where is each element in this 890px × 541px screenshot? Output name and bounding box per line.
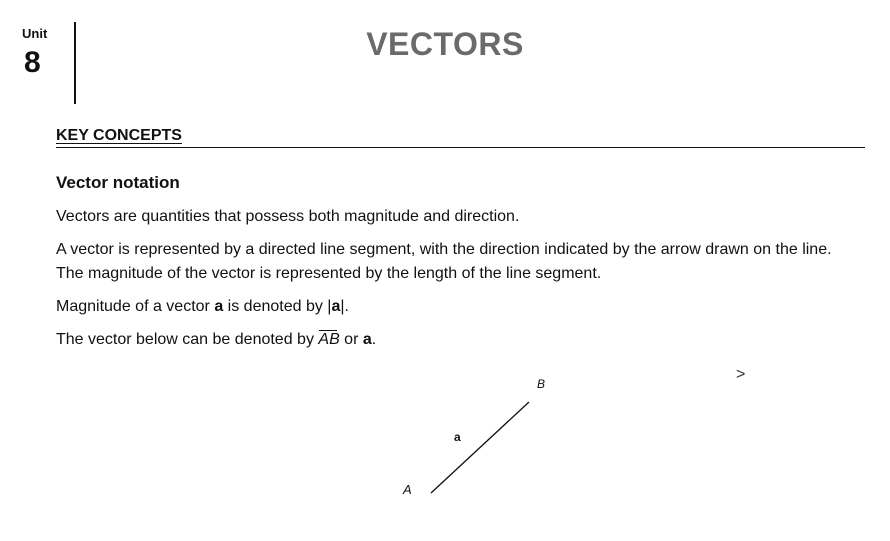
page-title: VECTORS: [366, 26, 524, 62]
p3-text-pre: Magnitude of a vector: [56, 298, 215, 315]
p3-text-post: |.: [340, 298, 349, 315]
point-b-label: B: [537, 377, 546, 391]
paragraph-representation: A vector is represented by a directed line segment, with the direction indicated by the arrow drawn on the line. The magnitude of the vector is represented by the length of the line segment.: [56, 241, 832, 282]
p4-text-pre: The vector below can be denoted by: [56, 331, 319, 348]
vector-a-label: a: [454, 430, 461, 444]
vector-line-segment: [431, 402, 529, 493]
p4-text-mid: or: [339, 331, 363, 348]
chevron-right-icon: >: [736, 366, 746, 383]
subheading-vector-notation: Vector notation: [56, 173, 180, 192]
p3-vector-a: a: [214, 298, 224, 315]
unit-label: Unit: [22, 26, 48, 41]
unit-number: 8: [24, 46, 41, 79]
vector-ab-notation: AB: [318, 328, 339, 352]
p4-text-post: .: [371, 331, 377, 348]
section-heading-text: KEY CONCEPTS: [56, 127, 182, 144]
paragraph-definition: Vectors are quantities that possess both magnitude and direction.: [56, 208, 520, 225]
p4-vector-a: a: [362, 331, 372, 348]
p3-text-mid: is denoted by |: [223, 298, 332, 315]
p3-vector-a-abs: a: [331, 298, 341, 315]
point-a-label: A: [403, 482, 412, 497]
